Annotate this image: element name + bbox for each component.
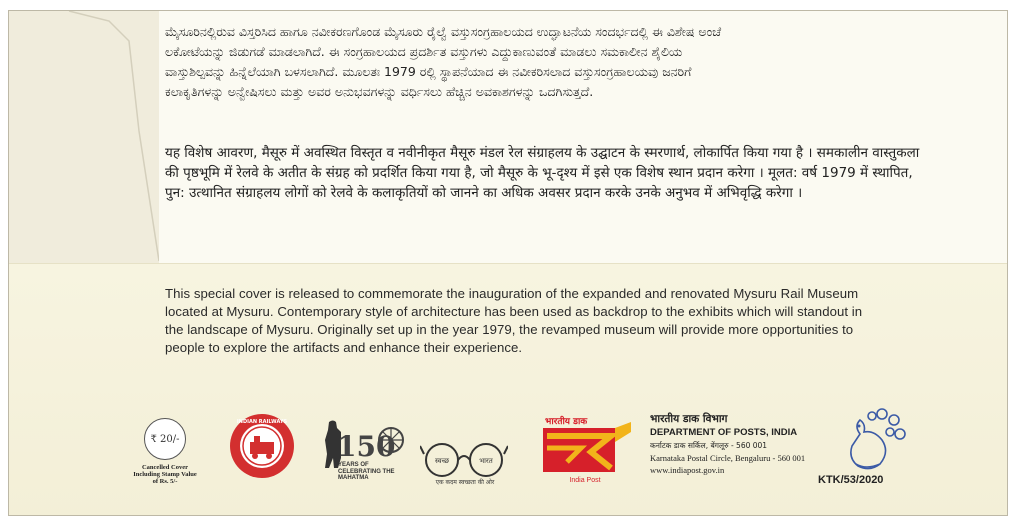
peacock-emblem-icon bbox=[842, 404, 908, 474]
stamp-caption: Cancelled Cover Including Stamp Value of Rs. 5/- bbox=[133, 464, 197, 485]
india-post-logo bbox=[537, 412, 633, 484]
english-description bbox=[165, 285, 905, 357]
indiapost-english: India Post bbox=[569, 477, 601, 484]
dept-english: DEPARTMENT OF POSTS, INDIA bbox=[650, 427, 798, 438]
english-line: the landscape of Mysuru. Originally set up in the year 1979, the revamped museum will provide more opportunities to bbox=[165, 322, 854, 337]
kannada-line: ಲಕೋಟೆಯನ್ನು ಜಿಡುಗಡೆ ಮಾಡಲಾಗಿದೆ. ಈ ಸಂಗ್ರಹಾಲಯದ ಪ್ರದರ್ಶಿತ ವಸ್ತುಗಳು ಎದ್ದುಕಾಣುವಂತೆ ಮಾಡಲು ಸಮಕಾಲೀನ ಶೈಲಿಯ bbox=[165, 44, 683, 59]
cover-code: KTK/53/2020 bbox=[818, 474, 884, 486]
railways-text: INDIAN RAILWAYS bbox=[236, 419, 288, 425]
swachh-caption: एक कदम स्वच्छता की ओर bbox=[435, 479, 495, 486]
english-line: This special cover is released to commemorate the inauguration of the expanded and renovated Mysuru Rail Museum bbox=[165, 286, 859, 301]
swachh-right-text: भारत bbox=[479, 457, 493, 465]
indiapost-hindi: भारतीय डाक bbox=[545, 417, 588, 427]
mahatma-caption: YEARS OF CELEBRATING THE MAHATMA bbox=[338, 462, 395, 481]
stamp-value-block bbox=[130, 418, 200, 485]
hindi-description: यह विशेष आवरण, मैसूरु में अवस्थित विस्तृत व नवीनीकृत मैसूरु मंडल रेल संग्राहलय के उद्घाटन के स्मरणार्थ, लोकार्पित किया गया है । समकालीन वास्तुकला की पृष्ठभूमि में रेलवे के अतीत के संग्रह को प्रदर्शित किया गया है, जो मैसूरु के भू-दृश्य में इसे एक विशेष स्थान प्रदान करेगा । मूलत: वर्ष 1979 में स्थापित, पुन: उत्थानित संग्राहलय लोगों को रेलवे के कलाकृतियों को जानने का अधिक अवसर प्रदान करके उनके अनुभव में अभिवृद्धि करेगा । bbox=[165, 145, 920, 201]
kannada-line: ಕಲಾಕೃತಿಗಳನ್ನು ಅನ್ವೇಷಿಸಲು ಮತ್ತು ಅವರ ಅನುಭವಗಳನ್ನು ವರ್ಧಿಸಲು ಹೆಚ್ಚಿನ ಅವಕಾಶಗಳನ್ನು ಒದಗಿಸುತ್ತದೆ. bbox=[165, 84, 594, 99]
circle-english: Karnataka Postal Circle, Bengaluru - 560 001 bbox=[650, 453, 806, 463]
dept-hindi: भारतीय डाक विभाग bbox=[650, 413, 728, 425]
kannada-description bbox=[165, 22, 935, 102]
kannada-line: ಮೈಸೂರಿನಲ್ಲಿರುವ ವಿಸ್ತರಿಸಿದ ಹಾಗೂ ನವೀಕರಣಗೊಂಡ ಮೈಸೂರು ರೈಲ್ವೆ ವಸ್ತುಸಂಗ್ರಹಾಲಯದ ಉದ್ಘಾಟನೆಯ ಸಂದರ್ಭದಲ್ಲಿ ಈ ವಿಶೇಷ ಅಂಚೆ bbox=[165, 24, 722, 39]
circle-hindi: कर्नाटक डाक सर्किल, बेंगलूरु - 560 001 bbox=[650, 441, 768, 450]
stamp-value-badge: ₹ 20/- bbox=[144, 418, 186, 460]
english-line: people to explore the artifacts and enhance their experience. bbox=[165, 340, 523, 355]
department-block bbox=[650, 412, 840, 476]
english-line: located at Mysuru. Contemporary style of architecture has been used as backdrop to the exhibits which will standout in bbox=[165, 304, 863, 319]
mahatma-number: 150 bbox=[337, 430, 396, 463]
kannada-line: ವಾಸ್ತುಶಿಲ್ಪವನ್ನು ಹಿನ್ನೆಲೆಯಾಗಿ ಬಳಸಲಾಗಿದೆ. ಮೂಲತಃ 1979 ರಲ್ಲಿ ಸ್ಥಾಪನೆಯಾದ ಈ ನವೀಕರಿಸಲಾದ ವಸ್ತುಸಂಗ್ರಹಾಲಯವು ಜನರಿಗೆ bbox=[165, 64, 692, 79]
swachh-bharat-logo bbox=[420, 438, 508, 478]
indian-railways-logo bbox=[228, 412, 296, 480]
website: www.indiapost.gov.in bbox=[650, 465, 725, 475]
swachh-left-text: स्वच्छ bbox=[434, 457, 450, 465]
